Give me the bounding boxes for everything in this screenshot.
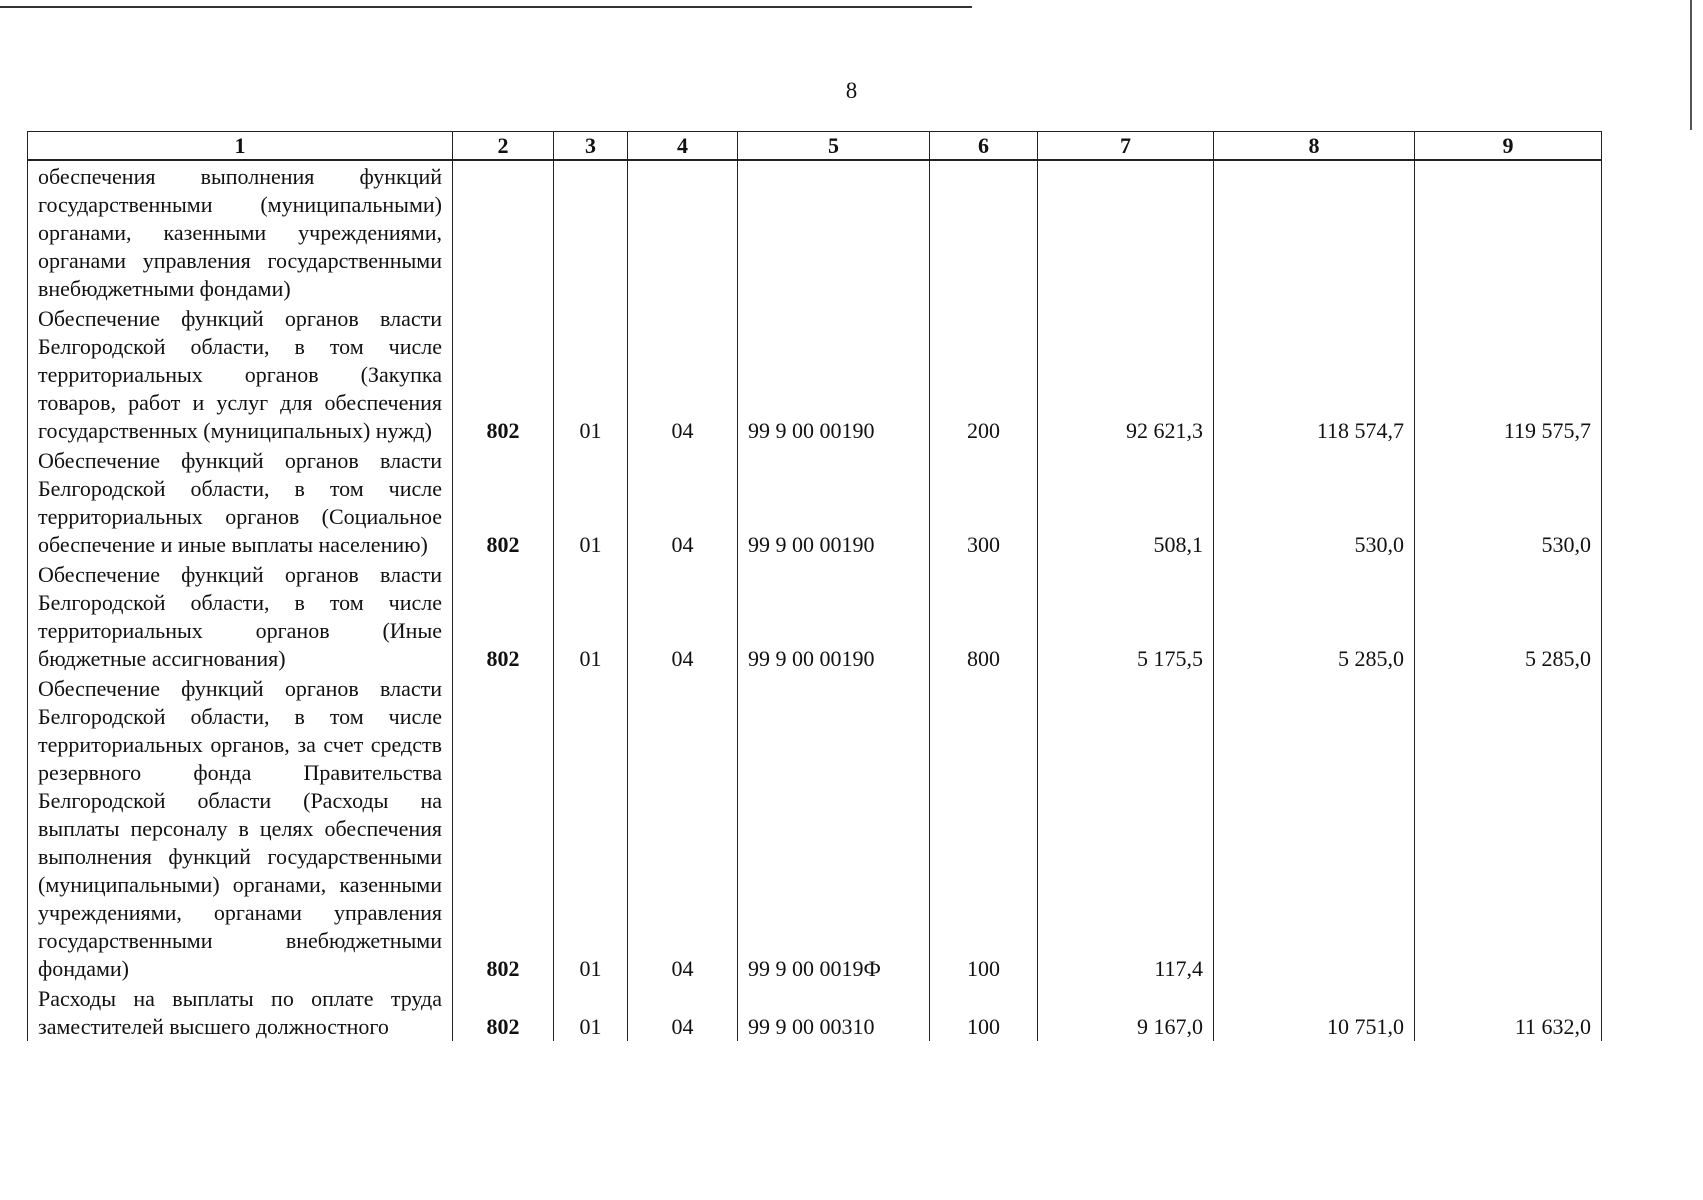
- header-cell: 5: [738, 132, 930, 161]
- cell-amount-col8: [1214, 673, 1415, 983]
- cell-ministry-code: 802: [453, 303, 554, 445]
- cell-subsection: 04: [628, 303, 738, 445]
- cell-amount-col9: 119 575,7: [1415, 303, 1602, 445]
- header-cell: 2: [453, 132, 554, 161]
- row-description: Обеспечение функций органов власти Белгородской области, в том числе территориальных органов (Иные бюджетные ассигнования): [28, 559, 453, 673]
- cell-section: 01: [554, 983, 628, 1041]
- page-edge-rule: [1690, 0, 1692, 130]
- cell-section: 01: [554, 673, 628, 983]
- cell-expense-type: 200: [930, 303, 1038, 445]
- row-description: Обеспечение функций органов власти Белгородской области, в том числе территориальных органов, за счет средств резервного фонда Правительства Белгородской области (Расходы на выплаты персоналу в целях обеспечения выполнения функций государственными (муниципальными) органами, казенными учреждениями, органами управления государственными внебюджетными фондами): [28, 673, 453, 983]
- header-cell: 7: [1038, 132, 1214, 161]
- header-cell: 3: [554, 132, 628, 161]
- header-cell: 1: [28, 132, 453, 161]
- budget-table: [27, 131, 1602, 1041]
- cell-ministry-code: [453, 160, 554, 303]
- table-row: [28, 559, 1602, 673]
- cell-ministry-code: 802: [453, 445, 554, 559]
- cell-subsection: [628, 160, 738, 303]
- header-cell: 6: [930, 132, 1038, 161]
- cell-subsection: 04: [628, 445, 738, 559]
- cell-expense-type: 300: [930, 445, 1038, 559]
- cell-amount-col9: 5 285,0: [1415, 559, 1602, 673]
- cell-amount-col9: 530,0: [1415, 445, 1602, 559]
- cell-amount-col7: 5 175,5: [1038, 559, 1214, 673]
- cell-amount-col8: 530,0: [1214, 445, 1415, 559]
- cell-ministry-code: 802: [453, 559, 554, 673]
- cell-expense-type: 100: [930, 673, 1038, 983]
- cell-amount-col7: [1038, 160, 1214, 303]
- cell-subsection: 04: [628, 673, 738, 983]
- cell-target-article: 99 9 00 0019Ф: [738, 673, 930, 983]
- cell-target-article: 99 9 00 00190: [738, 303, 930, 445]
- cell-ministry-code: 802: [453, 673, 554, 983]
- cell-amount-col9: [1415, 160, 1602, 303]
- cell-subsection: 04: [628, 983, 738, 1041]
- row-description: Расходы на выплаты по оплате труда заместителей высшего должностного: [28, 983, 453, 1041]
- cell-amount-col8: 5 285,0: [1214, 559, 1415, 673]
- row-description: обеспечения выполнения функций государственными (муниципальными) органами, казенными учреждениями, органами управления государственными внебюджетными фондами): [28, 160, 453, 303]
- header-cell: 4: [628, 132, 738, 161]
- cell-amount-col7: 92 621,3: [1038, 303, 1214, 445]
- cell-expense-type: 100: [930, 983, 1038, 1041]
- cell-section: 01: [554, 445, 628, 559]
- cell-section: [554, 160, 628, 303]
- cell-target-article: 99 9 00 00190: [738, 445, 930, 559]
- cell-amount-col9: [1415, 673, 1602, 983]
- cell-amount-col8: [1214, 160, 1415, 303]
- cell-expense-type: [930, 160, 1038, 303]
- cell-amount-col7: 117,4: [1038, 673, 1214, 983]
- cell-target-article: [738, 160, 930, 303]
- page-number: 8: [845, 78, 858, 103]
- table-row: [28, 673, 1602, 983]
- top-rule: [0, 6, 972, 8]
- header-cell: 9: [1415, 132, 1602, 161]
- cell-amount-col7: 9 167,0: [1038, 983, 1214, 1041]
- cell-expense-type: 800: [930, 559, 1038, 673]
- cell-section: 01: [554, 559, 628, 673]
- cell-target-article: 99 9 00 00190: [738, 559, 930, 673]
- cell-target-article: 99 9 00 00310: [738, 983, 930, 1041]
- table-row: [28, 983, 1602, 1041]
- cell-amount-col8: 10 751,0: [1214, 983, 1415, 1041]
- row-description: Обеспечение функций органов власти Белгородской области, в том числе территориальных органов (Социальное обеспечение и иные выплаты населению): [28, 445, 453, 559]
- header-cell: 8: [1214, 132, 1415, 161]
- cell-ministry-code: 802: [453, 983, 554, 1041]
- cell-subsection: 04: [628, 559, 738, 673]
- cell-amount-col7: 508,1: [1038, 445, 1214, 559]
- cell-section: 01: [554, 303, 628, 445]
- cell-amount-col8: 118 574,7: [1214, 303, 1415, 445]
- table-row: [28, 445, 1602, 559]
- header-row: [28, 132, 1602, 161]
- cell-amount-col9: 11 632,0: [1415, 983, 1602, 1041]
- row-description: Обеспечение функций органов власти Белгородской области, в том числе территориальных органов (Закупка товаров, работ и услуг для обеспечения государственных (муниципальных) нужд): [28, 303, 453, 445]
- table-row: [28, 303, 1602, 445]
- table-row: [28, 160, 1602, 303]
